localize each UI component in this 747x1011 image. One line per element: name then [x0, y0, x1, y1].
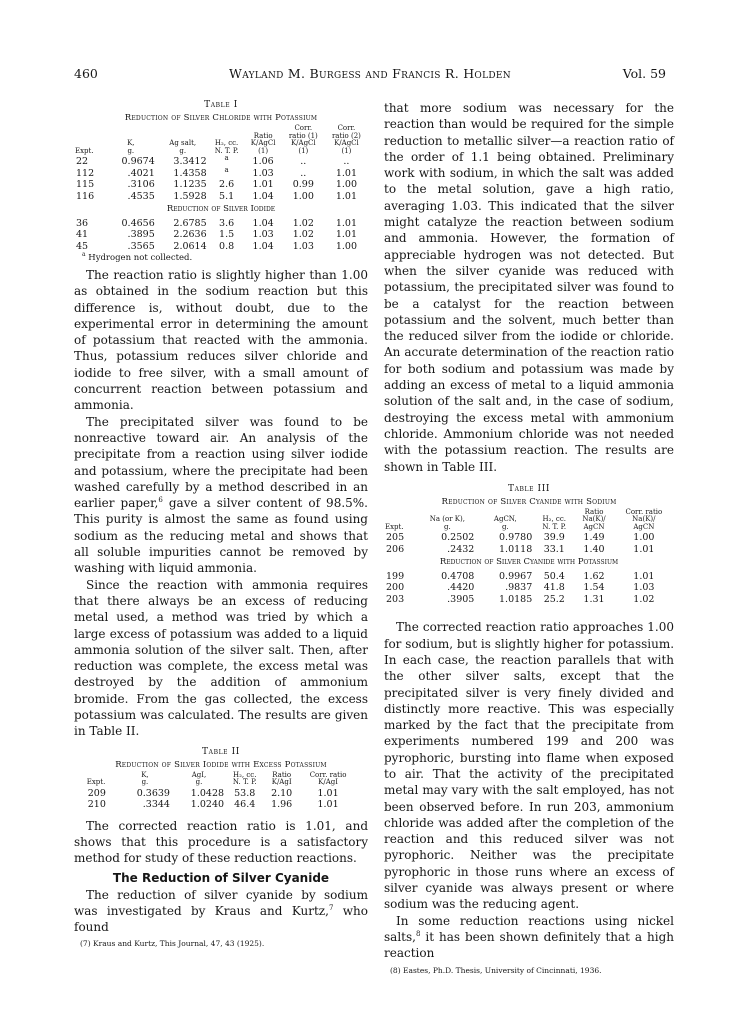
- table-2-col-header: Ratio K/AgI: [271, 770, 292, 787]
- table-cell: 1.31: [583, 593, 605, 605]
- table-cell: 33.1: [543, 543, 565, 555]
- table-1: [74, 125, 368, 252]
- table-cell: 1.49: [583, 532, 605, 544]
- table-2-col-header: Corr. ratio K/AgI: [309, 770, 347, 787]
- table-cell: .3565: [127, 240, 155, 252]
- table-row: [384, 594, 674, 606]
- table-cell: 1.02: [292, 229, 314, 240]
- paragraph-text: In some reduction reactions using nickel salts,: [384, 913, 674, 944]
- table-cell: 1.01: [335, 229, 357, 240]
- table-cell: 0.3639: [136, 787, 170, 799]
- table-cell: 1.96: [271, 799, 293, 811]
- footnote-ref[interactable]: 6: [158, 496, 163, 505]
- table-cell: .3895: [127, 229, 155, 240]
- table-cell: 45: [76, 240, 89, 252]
- table-cell: .3344: [142, 799, 170, 811]
- table-cell: 1.03: [292, 240, 314, 252]
- table-cell: 1.03: [633, 582, 655, 594]
- table-cell: 1.01: [633, 543, 655, 555]
- table-cell: 206: [386, 543, 405, 555]
- footnote: (8) Eastes, Ph.D. Thesis, University of Cincinnati, 1936.: [390, 965, 602, 975]
- table-cell: 1.0240: [190, 799, 225, 811]
- table-row: [86, 788, 356, 800]
- table-row: [74, 229, 368, 241]
- table-cell: 1.5928: [173, 190, 207, 202]
- table-cell: 0.8: [219, 240, 235, 252]
- table-cell: .3905: [447, 593, 475, 605]
- table-cell: 1.01: [317, 787, 339, 799]
- table-cell: 200: [386, 582, 405, 594]
- table-1-col-header: Ratio K/AgCl (1): [250, 131, 276, 155]
- table-3-subtitle-row: [384, 555, 674, 571]
- page-number: 460: [74, 66, 98, 81]
- table-cell: 0.4656: [121, 217, 155, 229]
- table-cell: 210: [87, 799, 106, 811]
- table-cell: 1.01: [335, 167, 357, 179]
- table-row: [74, 156, 368, 168]
- table-cell: 25.2: [543, 593, 565, 605]
- running-title: Wayland M. Burgess and Francis R. Holden: [229, 66, 511, 81]
- table-cell: .9837: [505, 582, 533, 594]
- table-cell: [209, 165, 245, 180]
- table-cell: 1.0428: [190, 787, 225, 799]
- table-cell: 2.6785: [173, 217, 207, 229]
- footnote-mark: a: [224, 165, 229, 174]
- table-row: [384, 582, 674, 594]
- table-cell: 5.1: [219, 190, 235, 202]
- footnote-mark: a: [224, 153, 229, 162]
- table-cell: 1.00: [335, 240, 357, 252]
- left-column: [74, 100, 368, 949]
- table-3-col-header: H₂, cc. N. T. P.: [542, 515, 567, 531]
- table-cell: 0.4708: [441, 570, 475, 582]
- table-cell: 0.9780: [499, 532, 533, 544]
- table-cell: 1.01: [317, 799, 339, 811]
- table-cell: 209: [87, 787, 106, 799]
- table-3-subtitle: Reduction of Silver Cyanide with Potassium: [439, 557, 619, 568]
- table-1-col-header: H₂, cc. N. T. P.: [214, 139, 239, 155]
- table-cell: 0.2502: [441, 532, 475, 544]
- table-cell: 203: [386, 593, 405, 605]
- paragraph: that more sodium was necessary for the reaction than would be required for the simple reduction to metallic silver—a reaction ratio of the order of 1.1 being obtained. Preliminary work with sodium, in which the salt was added to the metal solution, gave a high ratio, averaging 1.03. This indicated that the silver might catalyze the reaction between sodium and ammonia. However, the formation of appreciable hydrogen was not detected. But when the silver cyanide was reduced with potassium, the precipitated silver was found to be a catalyst for the reaction between potassium and the solvent, much better than the reduced silver from the iodide or chloride. An accurate determination of the reaction ratio for both sodium and potassium was made by adding an excess of metal to a liquid ammonia solution of the salt and, in the case of sodium, destroying the excess metal with ammonium chloride. Ammonium chloride was not needed with the potassium reaction. The results are shown in Table III.: [384, 101, 674, 474]
- table-cell: 1.1235: [173, 179, 207, 190]
- paragraph: [74, 414, 368, 577]
- table-1-col-header: K, g.: [127, 139, 135, 155]
- table-cell: 0.99: [292, 179, 314, 190]
- paragraph: The reaction ratio is slightly higher than 1.00 as obtained in the sodium reaction but this difference is, without doubt, due to the experimental error in determining the amount of potassium that reacted with the ammonia. Thus, potassium reduces silver chloride and iodide to free silver, with a small amount of concurrent reaction between potassium and ammonia.: [74, 268, 368, 413]
- table-cell: 1.06: [252, 156, 274, 167]
- table-cell: 116: [76, 190, 95, 202]
- table-1-col-header: Expt.: [75, 146, 94, 155]
- table-1-note: [82, 253, 368, 263]
- table-cell: 22: [76, 156, 89, 167]
- table-3-col-header: Na (or K), g.: [429, 515, 465, 531]
- table-1-subtitle: Reduction of Silver Iodide: [166, 204, 276, 214]
- table-2-label: Table II: [202, 746, 240, 757]
- table-3-col-header: Expt.: [385, 522, 404, 531]
- table-cell: 0.9674: [121, 156, 155, 167]
- table-cell: 1.62: [583, 570, 605, 582]
- table-3-label: Table III: [507, 483, 551, 494]
- table-cell: 36: [76, 217, 89, 229]
- table-cell: 1.54: [583, 582, 605, 594]
- table-2-title: Reduction of Silver Iodide with Excess Potassium: [115, 759, 327, 770]
- table-cell: 1.01: [633, 570, 655, 582]
- table-3-col-header: AgCN, g.: [493, 515, 517, 531]
- table-cell: 39.9: [543, 532, 565, 544]
- table-cell: 1.40: [583, 543, 605, 555]
- table-2-col-header: Expt.: [86, 778, 106, 787]
- table-row: [74, 241, 368, 253]
- footnote-ref[interactable]: 7: [328, 903, 334, 912]
- table-row: [74, 191, 368, 203]
- paragraph-text: The precipitated silver was found to be nonreactive toward air. An analysis of the precipitate from a reaction using silver iodide and potassium, where the precipitate had been washed carefully by a method described in an earlier paper,: [74, 414, 368, 511]
- volume-label: Vol. 59: [622, 66, 666, 81]
- table-cell: 50.4: [543, 570, 565, 582]
- table-cell: .2432: [447, 543, 475, 555]
- table-cell: 0.9967: [499, 570, 533, 582]
- table-cell: 1.5: [219, 229, 235, 240]
- footnote-ref[interactable]: 8: [415, 929, 421, 938]
- table-cell: 1.00: [292, 190, 314, 202]
- table-3-col-header: Ratio Na(K)/ AgCN: [582, 507, 606, 531]
- table-cell: 1.02: [633, 593, 655, 605]
- table-cell: 2.10: [271, 787, 293, 799]
- table-row: [74, 218, 368, 230]
- table-row: [86, 799, 356, 811]
- table-2-col-header: AgI, g.: [191, 770, 207, 787]
- table-1-title: Reduction of Silver Chloride with Potassium: [124, 113, 318, 123]
- table-cell: ..: [300, 156, 307, 167]
- table-cell: 46.4: [234, 799, 256, 811]
- table-cell: 2.0614: [173, 240, 207, 252]
- table-2-col-header: H₂, cc. N. T. P.: [232, 770, 257, 787]
- paragraph-text: it has been shown definitely that a high reaction: [384, 929, 674, 961]
- table-cell: 2.6: [219, 179, 235, 190]
- table-cell: 1.04: [252, 217, 274, 229]
- table-cell: 2.2636: [173, 229, 207, 240]
- table-3: [384, 509, 674, 606]
- table-cell: ..: [300, 167, 307, 179]
- table-cell: 3.6: [219, 217, 235, 229]
- table-cell: 3.3412: [173, 156, 207, 167]
- section-heading: The Reduction of Silver Cyanide: [112, 870, 330, 885]
- table-cell: 115: [76, 179, 95, 190]
- table-3-header-row: [384, 509, 674, 533]
- page-header: [74, 66, 666, 84]
- right-column: [384, 100, 674, 976]
- table-2: [86, 772, 356, 811]
- table-row: [74, 179, 368, 191]
- table-cell: 41.8: [543, 582, 565, 594]
- footnote: (7) Kraus and Kurtz, This Journal, 47, 43 (1925).: [80, 939, 265, 949]
- table-cell: 1.0185: [499, 593, 533, 605]
- table-cell: 1.04: [252, 240, 274, 252]
- table-cell: 199: [386, 570, 405, 582]
- table-row: [74, 168, 368, 180]
- table-cell: 1.01: [335, 217, 357, 229]
- table-cell: 1.03: [252, 229, 274, 240]
- table-cell: .4535: [127, 190, 155, 202]
- paragraph-text: who found: [74, 903, 368, 935]
- table-cell: 1.4358: [173, 167, 207, 179]
- table-cell: ..: [343, 156, 350, 167]
- table-cell: 1.01: [335, 190, 357, 202]
- table-cell: 205: [386, 532, 405, 544]
- table-row: [384, 532, 674, 544]
- table-cell: 41: [76, 229, 89, 240]
- table-cell: 1.04: [252, 190, 274, 202]
- table-1-label: Table I: [204, 100, 238, 110]
- table-3-title: Reduction of Silver Cyanide with Sodium: [441, 496, 617, 507]
- table-row: [384, 544, 674, 556]
- table-1-col-header: Corr. ratio (2) K/AgCl (1): [331, 124, 361, 155]
- paragraph-text: The reduction of silver cyanide by sodium was investigated by Kraus and Kurtz,: [74, 887, 368, 918]
- table-cell: 53.8: [234, 787, 256, 799]
- table-cell: 1.00: [633, 532, 655, 544]
- paragraph: Since the reaction with ammonia requires that there always be an excess of reducing metal used, a method was tried by which a large excess of potassium was added to a liquid ammonia solution of the silver salt. Then, after reduction was complete, the excess metal was destroyed by the addition of ammonium bromide. From the gas collected, the excess potassium was calculated. The results are given in Table II.: [74, 577, 368, 739]
- table-row: [384, 571, 674, 583]
- paragraph: [74, 887, 368, 936]
- paragraph-text: gave a silver content of 98.5%. This purity is almost the same as found using sodium as the reducing metal and shows that all soluble impurities cannot be removed by washing with liquid ammonia.: [74, 496, 368, 576]
- table-1-col-header: Corr. ratio (1) K/AgCl (1): [288, 124, 318, 155]
- table-cell: .3106: [127, 179, 155, 190]
- table-cell: .4021: [127, 167, 155, 179]
- table-3-col-header: Corr. ratio Na(K)/ AgCN: [625, 507, 663, 531]
- paragraph: The corrected reaction ratio is 1.01, and shows that this procedure is a satisfactory method for study of these reduction reactions.: [74, 818, 368, 866]
- table-cell: .4420: [447, 582, 475, 594]
- table-1-note-text: Hydrogen not collected.: [88, 253, 193, 263]
- table-cell: 1.00: [335, 179, 357, 190]
- table-1-subtitle-row: [74, 202, 368, 218]
- table-2-header-row: [86, 772, 356, 788]
- table-2-col-header: K, g.: [141, 770, 149, 787]
- table-cell: 1.01: [252, 179, 274, 190]
- table-1-col-header: Ag salt, g.: [169, 139, 197, 155]
- paragraph: [384, 913, 674, 962]
- table-cell: 112: [76, 167, 95, 179]
- table-cell: 1.02: [292, 217, 314, 229]
- paragraph: The corrected reaction ratio approaches 1.00 for sodium, but is slightly higher for potassium. In each case, the reaction parallels that with the other silver salts, except that the precipitated silver is very finely divided and distinctly more reactive. This was especially marked by the fact that the precipitate from experiments numbered 199 and 200 was pyrophoric, bursting into flame when exposed to air. That the activity of the precipitated metal may vary with the salt employed, has not been observed before. In run 203, ammonium chloride was added after the completion of the reaction and this reduced silver was not pyrophoric. Neither was the precipitate pyrophoric in those runs where an excess of silver cyanide was always present or where sodium was the reducing agent.: [384, 620, 675, 912]
- table-cell: 1.03: [252, 167, 274, 179]
- table-cell: 1.0118: [499, 543, 533, 555]
- footnote-mark: a: [82, 251, 86, 259]
- table-1-header-row: [74, 125, 368, 156]
